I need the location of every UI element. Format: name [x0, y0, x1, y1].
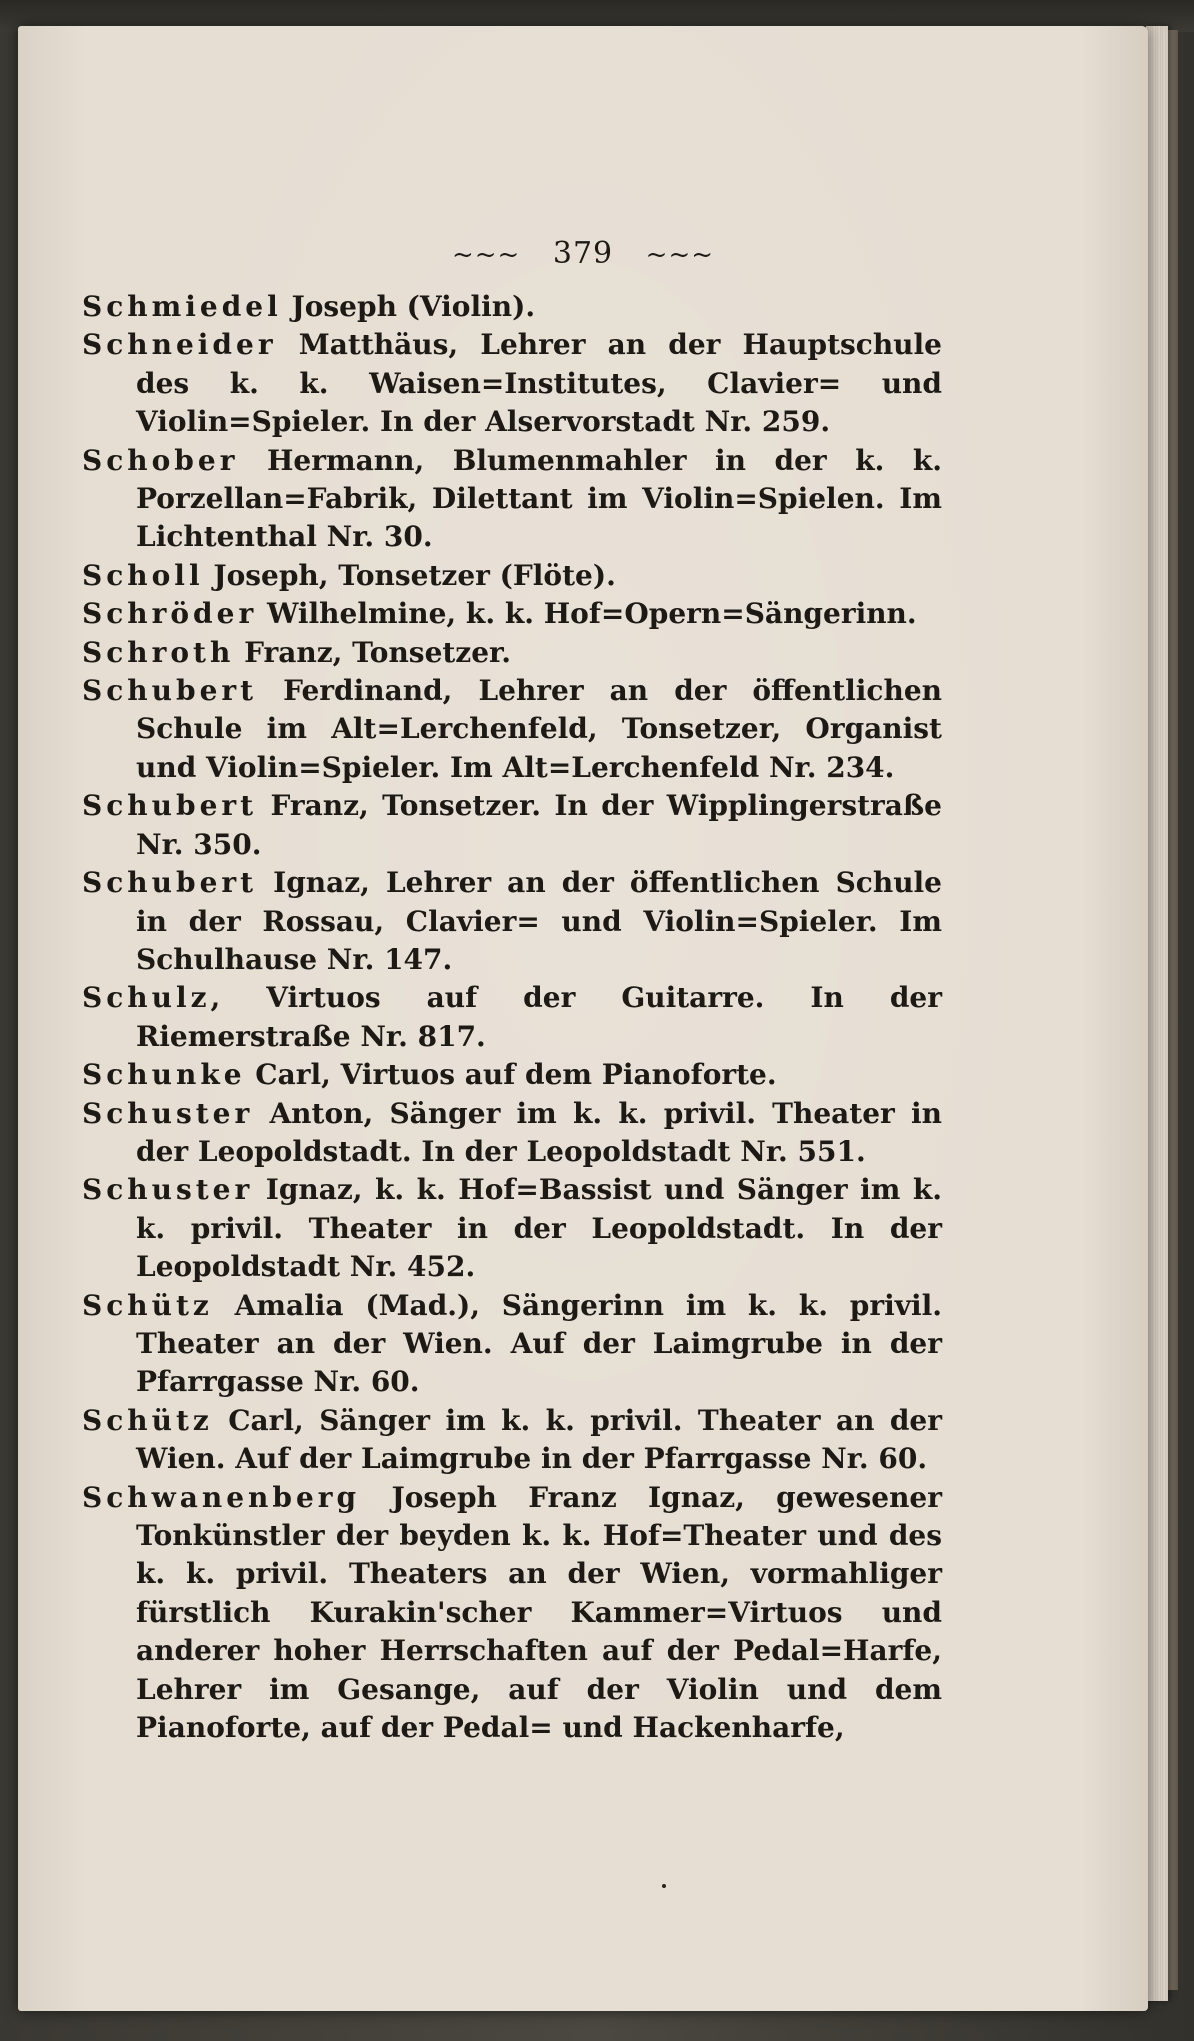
- entry-surname: Schröder: [82, 597, 258, 631]
- entry-details: Franz, Tonsetzer. In der Wipplingerstraße Nr. 350.: [136, 789, 942, 861]
- entry-details: Ferdinand, Lehrer an der öffentlichen Schule im Alt=Lerchenfeld, Tonsetzer, Organist und Violin=Spieler. Im Alt=Lerchenfeld Nr. 234.: [136, 674, 942, 784]
- directory-entry: [82, 1287, 942, 1402]
- paper-speck: [662, 1884, 666, 1888]
- directory-entry: [82, 1056, 942, 1094]
- directory-entry: [82, 634, 942, 672]
- entry-details: Wilhelmine, k. k. Hof=Opern=Sängerinn.: [257, 597, 917, 631]
- entry-surname: Schroth: [82, 635, 235, 669]
- entry-surname: Schuster: [82, 1173, 254, 1207]
- entry-surname: Schubert: [82, 866, 258, 900]
- entry-details: Hermann, Blumenmahler in der k. k. Porzellan=Fabrik, Dilettant im Violin=Spielen. Im Lichtenthal Nr. 30.: [136, 443, 942, 554]
- entry-surname: Schmiedel: [82, 290, 282, 323]
- entry-details: Ignaz, Lehrer an der öffentlichen Schule in der Rossau, Clavier= und Violin=Spieler. Im Schulhause Nr. 147.: [136, 866, 942, 976]
- header-ornament-right: ~~~: [645, 240, 715, 270]
- entry-details: Joseph, Tonsetzer (Flöte).: [203, 558, 616, 592]
- directory-entry: [82, 1095, 942, 1172]
- directory-entry: [82, 864, 942, 979]
- entry-details: Carl, Sänger im k. k. privil. Theater an der Wien. Auf der Laimgrube in der Pfarrgasse Nr. 60.: [136, 1403, 942, 1476]
- entry-details: Anton, Sänger im k. k. privil. Theater in der Leopoldstadt. In der Leopoldstadt Nr. 551.: [136, 1096, 942, 1168]
- directory-entry: [82, 595, 942, 633]
- entry-surname: Schwanenberg: [82, 1480, 361, 1514]
- book-page: [18, 26, 1148, 2011]
- entry-details: Joseph Franz Ignaz, gewesener Tonkünstler der beyden k. k. Hof=Theater und des k. k. privil. Theaters an der Wien, vormahliger fürstlich Kurakin'scher Kammer=Virtuos und anderer hoher Herrschaften auf der Pedal=Harfe, Lehrer im Gesange, auf der Violin und dem Pianoforte, auf der Pedal= und Hackenharfe,: [136, 1480, 942, 1745]
- directory-entry: [82, 557, 942, 595]
- directory-entry: [82, 1402, 942, 1479]
- entry-details: Ignaz, k. k. Hof=Bassist und Sänger im k. k. privil. Theater in der Leopoldstadt. In der Leopoldstadt Nr. 452.: [136, 1173, 942, 1284]
- entry-surname: Scholl: [82, 558, 204, 592]
- entry-details: Carl, Virtuos auf dem Pianoforte.: [245, 1058, 777, 1092]
- entry-surname: Schunke: [82, 1058, 246, 1092]
- entry-details: Joseph (Violin).: [281, 290, 536, 323]
- page-stack-edge: [1146, 26, 1168, 2001]
- directory-entry: [82, 672, 942, 787]
- entry-surname: Schubert: [82, 789, 258, 823]
- directory-entry: [82, 288, 942, 326]
- entry-surname: Schubert: [82, 674, 258, 708]
- directory-entry: [82, 326, 942, 441]
- entry-details: , Virtuos auf der Guitarre. In der Riemerstraße Nr. 817.: [136, 981, 942, 1053]
- directory-entry: [82, 787, 942, 864]
- entry-surname: Schütz: [82, 1403, 213, 1437]
- entry-details: Franz, Tonsetzer.: [234, 635, 511, 669]
- directory-entry: [82, 1171, 942, 1286]
- directory-entry: [82, 1479, 942, 1748]
- entry-surname: Schneider: [82, 328, 277, 362]
- entry-surname: Schulz: [82, 981, 211, 1015]
- directory-entry: [82, 442, 942, 557]
- entry-details: Matthäus, Lehrer an der Hauptschule des k. k. Waisen=Institutes, Clavier= und Violin=Spieler. In der Alservorstadt Nr. 259.: [136, 328, 942, 439]
- directory-entry: [82, 979, 942, 1056]
- page-header: [18, 236, 1148, 271]
- header-ornament-left: ~~~: [451, 240, 521, 270]
- entry-surname: Schuster: [82, 1096, 254, 1130]
- entry-surname: Schütz: [82, 1288, 213, 1322]
- entry-details: Amalia (Mad.), Sängerinn im k. k. privil. Theater an der Wien. Auf der Laimgrube in der Pfarrgasse Nr. 60.: [136, 1288, 942, 1399]
- page-number: 379: [552, 236, 614, 271]
- directory-entries: [82, 288, 942, 1747]
- entry-surname: Schober: [82, 443, 239, 477]
